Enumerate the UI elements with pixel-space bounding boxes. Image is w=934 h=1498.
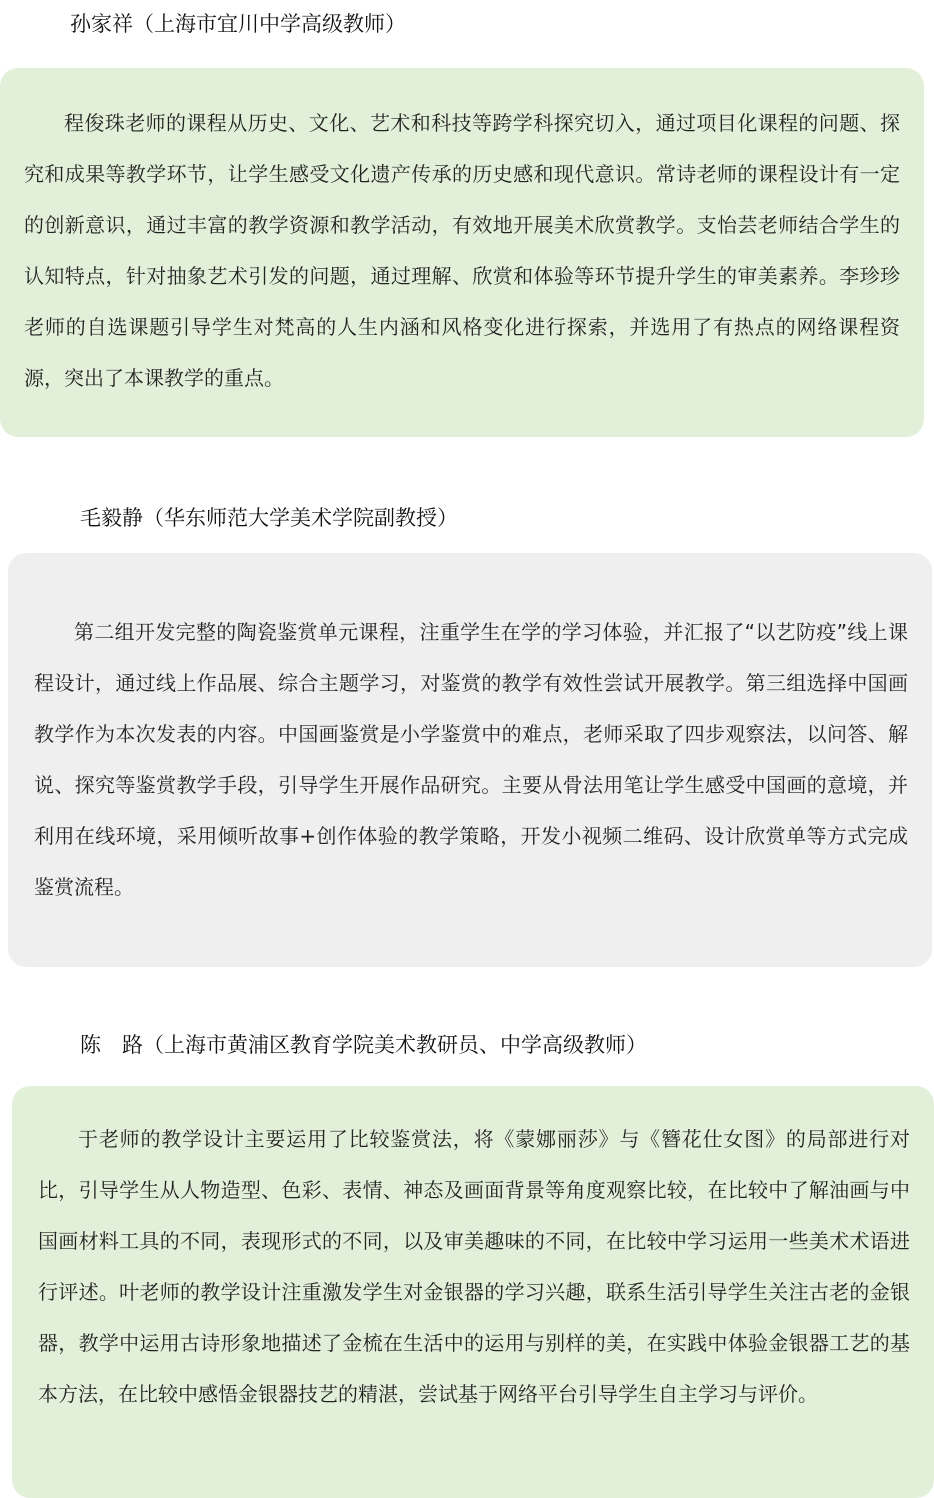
commentary-box-3 <box>12 1086 934 1498</box>
author-heading-1: 孙家祥（上海市宜川中学高级教师） <box>70 12 406 36</box>
commentary-box-2 <box>8 553 932 967</box>
author-heading-2: 毛毅静（华东师范大学美术学院副教授） <box>80 506 458 530</box>
author-heading-3: 陈 路（上海市黄浦区教育学院美术教研员、中学高级教师） <box>80 1033 647 1057</box>
commentary-paragraph-2: 第二组开发完整的陶瓷鉴赏单元课程，注重学生在学的学习体验，并汇报了“以艺防疫”线上课程设计，通过线上作品展、综合主题学习，对鉴赏的教学有效性尝试开展教学。第三组选择中国画教学作为本次发表的内容。中国画鉴赏是小学鉴赏中的难点，老师采取了四步观察法，以问答、解说、探究等鉴赏教学手段，引导学生开展作品研究。主要从骨法用笔让学生感受中国画的意境，并利用在线环境，采用倾听故事+创作体验的教学策略，开发小视频二维码、设计欣赏单等方式完成鉴赏流程。 <box>34 620 908 899</box>
commentary-box-1 <box>0 68 924 437</box>
commentary-paragraph-3: 于老师的教学设计主要运用了比较鉴赏法，将《蒙娜丽莎》与《簪花仕女图》的局部进行对比，引导学生从人物造型、色彩、表情、神态及画面背景等角度观察比较，在比较中了解油画与中国画材料工具的不同，表现形式的不同，以及审美趣味的不同，在比较中学习运用一些美术术语进行评述。叶老师的教学设计注重激发学生对金银器的学习兴趣，联系生活引导学生关注古老的金银器，教学中运用古诗形象地描述了金梳在生活中的运用与别样的美，在实践中体验金银器工艺的基本方法，在比较中感悟金银器技艺的精湛，尝试基于网络平台引导学生自主学习与评价。 <box>38 1127 910 1406</box>
commentary-paragraph-1: 程俊珠老师的课程从历史、文化、艺术和科技等跨学科探究切入，通过项目化课程的问题、探究和成果等教学环节，让学生感受文化遗产传承的历史感和现代意识。常诗老师的课程设计有一定的创新意识，通过丰富的教学资源和教学活动，有效地开展美术欣赏教学。支怡芸老师结合学生的认知特点，针对抽象艺术引发的问题，通过理解、欣赏和体验等环节提升学生的审美素养。李珍珍老师的自选课题引导学生对梵高的人生内涵和风格变化进行探索，并选用了有热点的网络课程资源，突出了本课教学的重点。 <box>24 111 900 390</box>
